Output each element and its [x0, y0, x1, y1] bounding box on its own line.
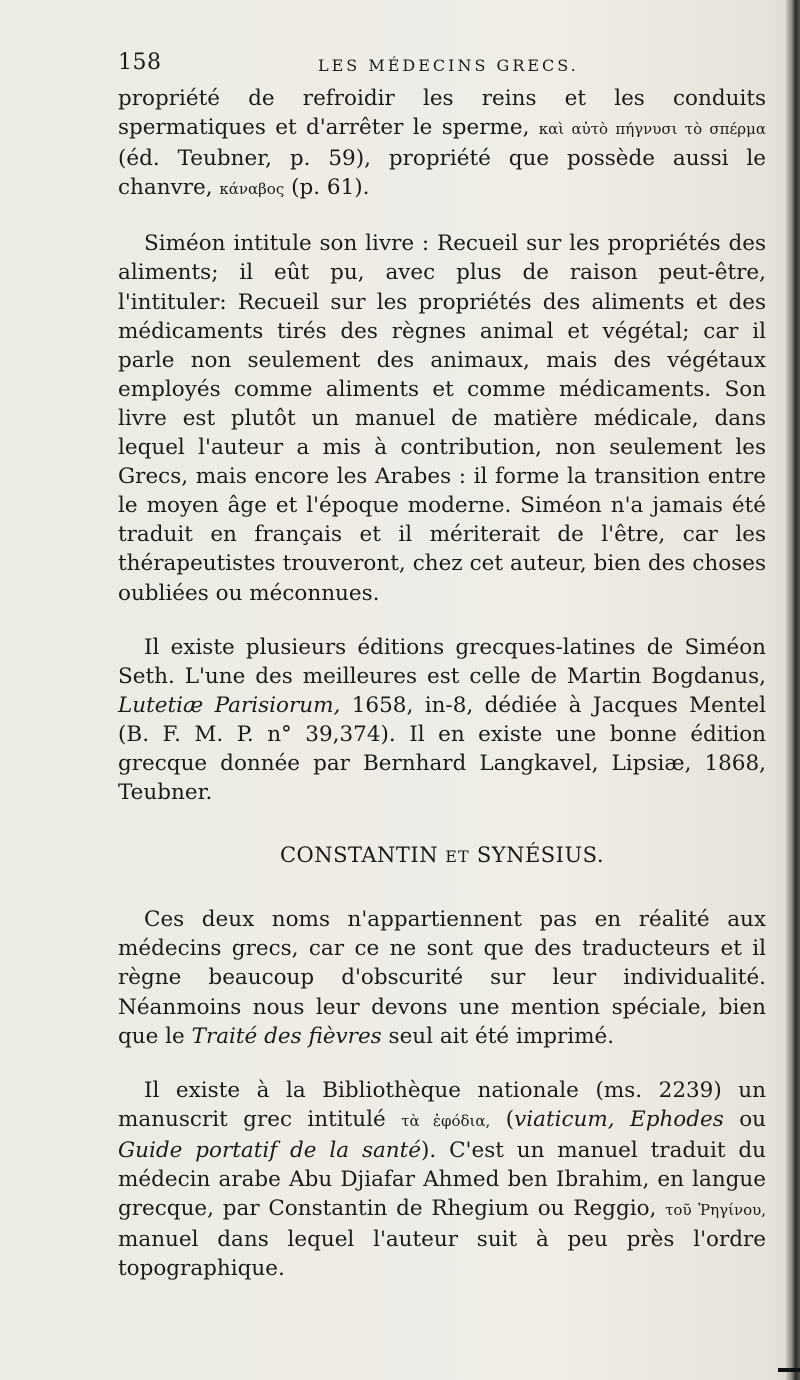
- p5-greek-2: τοῦ Ῥηγίνου,: [665, 1201, 766, 1220]
- heading-part-1: CONSTANTIN: [279, 843, 439, 868]
- p4-italic-title: Traité des fièvres: [191, 1023, 382, 1049]
- p5-italic-2: Guide portatif de la santé: [118, 1137, 422, 1163]
- p5-greek-1: τὰ ἐφόδια,: [401, 1111, 491, 1130]
- p4-text-a: Ces deux noms n'appartiennent pas en réalité aux médecins grecs, car ce ne sont que des traducteurs et il règne beaucoup d'obscurité sur leur individualité. Néanmoins nous leur devons une mention spéciale, bien que le: [118, 907, 766, 1049]
- p4-text-b: seul ait été imprimé.: [381, 1023, 615, 1049]
- running-head: LES MÉDECINS GRECS.: [318, 56, 579, 75]
- paragraph-4: [118, 905, 766, 1050]
- p5-text-b: (: [490, 1106, 515, 1132]
- page-header: [118, 50, 758, 80]
- paragraph-1: [118, 84, 766, 204]
- section-heading: [118, 841, 766, 871]
- p5-text-e: manuel dans lequel l'auteur suit à peu près l'ordre topographique.: [118, 1227, 766, 1282]
- page-number: 158: [118, 50, 162, 75]
- p3-text-b: 1658, in-8, dédiée à Jacques Mentel (B. F. M. P. n° 39,374). Il en existe une bonne édition grecque donnée par Bernhard Langkavel, Lipsiæ, 1868, Teubner.: [118, 692, 766, 806]
- paragraph-3: [118, 633, 766, 808]
- page-edge-shadow: [786, 0, 800, 1380]
- paragraph-5: [118, 1076, 766, 1284]
- p5-italic-1: viaticum, Ephodes: [514, 1106, 724, 1132]
- p1-text-a: propriété de refroidir les reins et les conduits spermatiques et d'arrêter le sperme,: [118, 86, 766, 141]
- paragraph-2: Siméon intitule son livre : Recueil sur les propriétés des aliments; il eût pu, avec plus de raison peut-être, l'intituler: Recueil sur les propriétés des aliments et des médicaments tirés des règnes animal et végétal; car il parle non seulement des animaux, mais des végétaux employés comme aliments et comme médicaments. Son livre est plutôt un manuel de matière médicale, dans lequel l'auteur a mis à contribution, non seulement les Grecs, mais encore les Arabes : il forme la transition entre le moyen âge et l'époque moderne. Siméon n'a jamais été traduit en français et il mériterait de l'être, car les thérapeutistes trouveront, chez cet auteur, bien des choses oubliées ou méconnues.: [118, 231, 766, 606]
- p3-text-a: Il existe plusieurs éditions grecques-latines de Siméon Seth. L'une des meilleures est celle de Martin Bogdanus,: [118, 634, 766, 689]
- body-text: [118, 84, 766, 1283]
- p1-greek-1: καὶ αὐτὸ πήγνυσι τὸ σπέρμα: [538, 120, 766, 139]
- p5-text-c: ou: [723, 1106, 766, 1132]
- heading-part-2: SYNÉSIUS.: [476, 843, 604, 868]
- p3-italic-title: Lutetiæ Parisiorum,: [118, 692, 341, 718]
- p1-text-b: (éd. Teubner, p. 59), propriété que possède aussi le chanvre,: [118, 146, 766, 201]
- p5-text-a: Il existe à la Bibliothèque nationale (ms. 2239) un manuscrit grec intitulé: [118, 1077, 766, 1132]
- page-corner-mark: [778, 1368, 800, 1372]
- heading-conjunction: ET: [445, 847, 470, 867]
- p1-text-c: (p. 61).: [284, 175, 370, 201]
- p5-text-d: ). C'est un manuel traduit du médecin arabe Abu Djiafar Ahmed ben Ibrahim, en langue grecque, par Constantin de Rhegium ou Reggio,: [118, 1137, 766, 1222]
- p1-greek-2: κάναβος: [219, 180, 285, 199]
